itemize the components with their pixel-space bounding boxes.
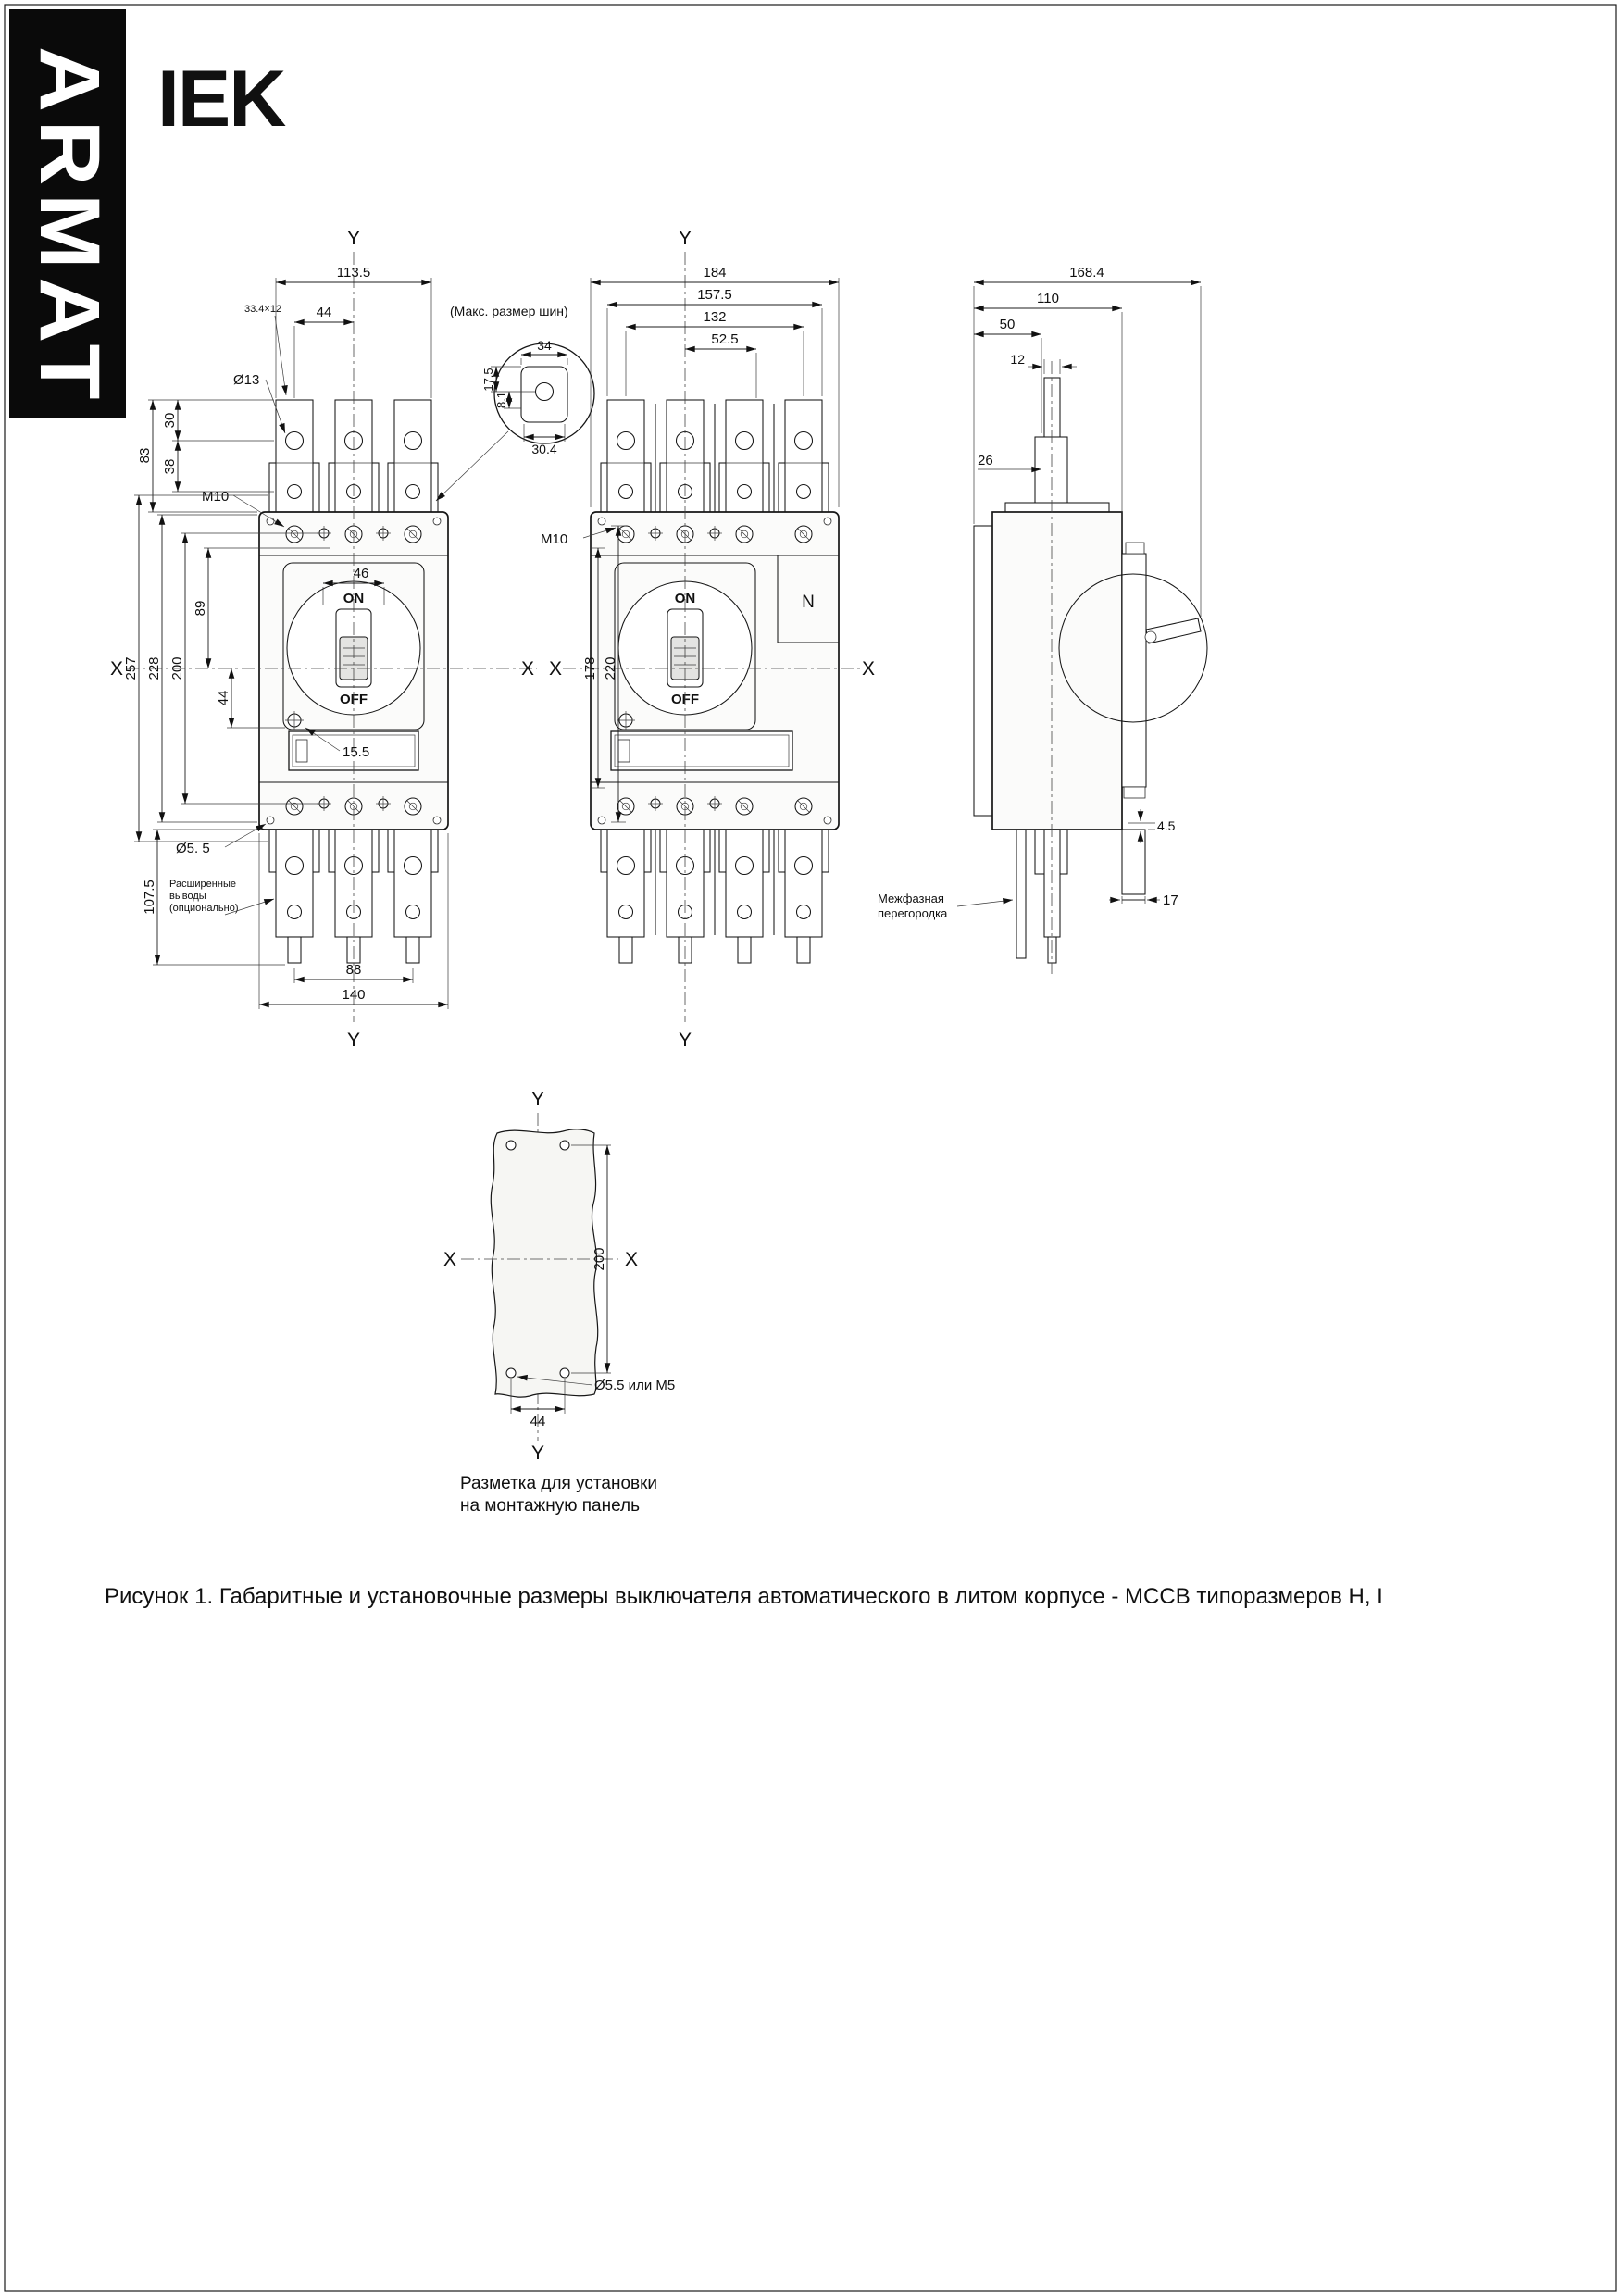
- busbar-hole: [536, 383, 554, 401]
- svg-text:157.5: 157.5: [697, 287, 732, 303]
- panel-hole: [506, 1368, 516, 1378]
- axis-label-x-right: X: [624, 1249, 639, 1270]
- front-cover-side: [1122, 554, 1146, 787]
- mounting-panel-view: [443, 1089, 675, 1516]
- dim-34: [521, 338, 567, 365]
- on-label: ON: [674, 591, 696, 606]
- svg-text:228: 228: [146, 656, 162, 680]
- svg-text:4.5: 4.5: [1157, 818, 1176, 833]
- svg-text:M10: M10: [541, 531, 568, 547]
- axis-label-y-top: Y: [346, 228, 361, 249]
- axis-label-x-left: X: [443, 1249, 457, 1270]
- svg-text:17.5: 17.5: [481, 368, 495, 392]
- iek-logo: IEK: [157, 55, 285, 144]
- rating-label-window: [611, 731, 792, 770]
- off-label: OFF: [340, 692, 368, 707]
- svg-text:34: 34: [537, 338, 552, 353]
- svg-text:200: 200: [169, 656, 185, 680]
- detail-leader: [436, 431, 508, 501]
- dim-30: [162, 400, 274, 441]
- svg-text:44: 44: [216, 690, 231, 706]
- svg-text:200: 200: [592, 1247, 607, 1271]
- dim-dia5-5: [176, 824, 266, 856]
- back-plate: [974, 526, 992, 816]
- axis-label-y-top: Y: [530, 1089, 545, 1110]
- panel-hole: [506, 1141, 516, 1150]
- svg-text:257: 257: [123, 656, 139, 680]
- bus-detail: [436, 304, 594, 501]
- dim-107-5: [142, 830, 285, 965]
- svg-text:220: 220: [603, 656, 618, 680]
- off-label: OFF: [671, 692, 699, 707]
- dim-30-4: [524, 424, 565, 456]
- page-border: [5, 5, 1616, 2291]
- axis-label-x-left: X: [109, 658, 124, 680]
- panel-hole: [560, 1141, 569, 1150]
- svg-text:17: 17: [1163, 892, 1178, 908]
- svg-text:44: 44: [530, 1414, 546, 1429]
- panel-note-line2: на монтажную панель: [460, 1496, 641, 1516]
- svg-text:46: 46: [353, 566, 369, 581]
- svg-text:Межфазная: Межфазная: [878, 892, 944, 905]
- svg-text:30: 30: [162, 412, 178, 429]
- svg-text:Ø5. 5: Ø5. 5: [176, 841, 210, 856]
- svg-text:88: 88: [345, 962, 362, 978]
- panel-note-line1: Разметка для установки: [460, 1474, 658, 1493]
- front-view-3p: [110, 228, 537, 1051]
- terminal-strips-bottom: [601, 830, 829, 963]
- svg-text:52.5: 52.5: [711, 331, 739, 347]
- svg-text:89: 89: [193, 600, 208, 617]
- svg-text:выводы: выводы: [169, 891, 206, 902]
- axis-label-x-right: X: [520, 658, 535, 680]
- axis-label-x-left: X: [548, 658, 563, 680]
- svg-text:Ø13: Ø13: [233, 372, 260, 388]
- svg-text:M10: M10: [202, 489, 230, 505]
- interphase-barrier-fin: [1016, 830, 1026, 958]
- svg-text:113.5: 113.5: [336, 265, 371, 281]
- svg-text:83: 83: [137, 447, 153, 464]
- cover-skirt: [1122, 830, 1145, 894]
- svg-text:178: 178: [582, 656, 598, 680]
- svg-text:184: 184: [703, 265, 727, 281]
- neutral-pole-label: N: [802, 593, 815, 612]
- dim-52-5: [685, 331, 756, 398]
- note-interphase-barrier: [878, 892, 1013, 920]
- dim-8-1: [494, 392, 521, 408]
- svg-text:110: 110: [1037, 291, 1059, 306]
- svg-text:33.4×12: 33.4×12: [244, 304, 282, 315]
- svg-text:168.4: 168.4: [1069, 265, 1104, 281]
- dim-38: [162, 441, 274, 492]
- svg-text:(опционально): (опционально): [169, 903, 239, 914]
- axis-label-y-bottom: Y: [678, 1029, 692, 1051]
- svg-text:Расширенные: Расширенные: [169, 879, 236, 890]
- bus-detail-title: (Макс. размер шин): [450, 304, 568, 318]
- terminal-strips-top: [601, 400, 829, 512]
- on-label: ON: [343, 591, 365, 606]
- svg-text:44: 44: [316, 305, 332, 320]
- svg-text:38: 38: [162, 458, 178, 475]
- axis-label-y-bottom: Y: [530, 1442, 545, 1464]
- svg-text:50: 50: [999, 317, 1016, 332]
- svg-text:107.5: 107.5: [142, 880, 157, 915]
- figure-caption: Рисунок 1. Габаритные и установочные размеры выключателя автоматического в литом корпусе - MCCB типоразмеров H, I: [105, 1584, 1383, 1609]
- svg-text:132: 132: [703, 309, 727, 325]
- panel-outline: [491, 1129, 597, 1397]
- svg-text:15.5: 15.5: [343, 744, 370, 760]
- dim-44-top: [294, 305, 354, 398]
- svg-text:30.4: 30.4: [531, 442, 557, 456]
- brand-banner: [9, 9, 286, 418]
- svg-text:140: 140: [342, 987, 366, 1003]
- svg-text:26: 26: [978, 453, 993, 468]
- dim-17: [1109, 892, 1178, 908]
- terminal-bar-bottom: [1044, 830, 1060, 937]
- dim-26: [978, 453, 1041, 469]
- svg-text:12: 12: [1010, 352, 1025, 367]
- svg-text:Ø5.5 или М5: Ø5.5 или М5: [594, 1378, 676, 1393]
- axis-label-y-bottom: Y: [346, 1029, 361, 1051]
- axis-label-y-top: Y: [678, 228, 692, 249]
- side-view: [974, 265, 1207, 974]
- note-extended-leads: [169, 879, 274, 915]
- dim-132: [626, 309, 804, 396]
- axis-label-x-right: X: [861, 658, 876, 680]
- panel-hole: [560, 1368, 569, 1378]
- svg-text:8.1: 8.1: [494, 391, 508, 409]
- svg-text:перегородка: перегородка: [878, 906, 948, 920]
- armat-logo-text: ARMAT: [22, 46, 117, 385]
- dim-12: [1010, 352, 1077, 374]
- breaker-body-side: [992, 512, 1122, 830]
- dim-50: [974, 317, 1041, 433]
- front-view-4p: [541, 228, 1013, 1051]
